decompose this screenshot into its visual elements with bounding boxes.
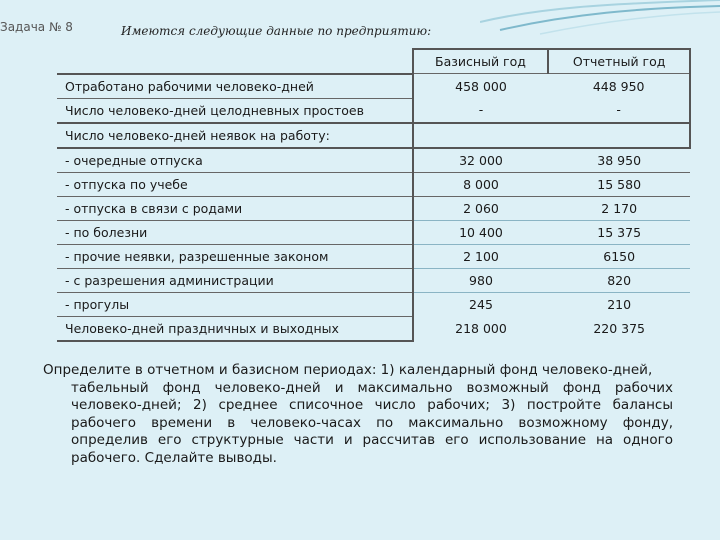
- table-row: [57, 196, 690, 220]
- table-row: [57, 123, 690, 148]
- task-question: [43, 362, 673, 467]
- table-row: [57, 268, 690, 292]
- header-empty: [57, 49, 413, 74]
- cell-base: 458 000: [455, 78, 507, 94]
- row-label: - отпуска в связи с родами: [57, 196, 413, 220]
- cell-report: 2 170: [548, 196, 690, 220]
- cell-base: 2 060: [413, 196, 549, 220]
- intro-text: Имеются следующие данные по предприятию:: [121, 24, 432, 38]
- cell-base: 245: [469, 296, 493, 312]
- header-report-year: Отчетный год: [548, 49, 690, 74]
- cell-report: -: [548, 98, 690, 123]
- cell-base: -: [413, 98, 549, 123]
- decorative-wave: [480, 0, 720, 40]
- cell-report: 220 375: [593, 320, 646, 336]
- cell-base: 218 000: [455, 320, 507, 336]
- question-first-line: Определите в отчетном и базисном периодах: 1) календарный фонд человеко-дней,: [43, 362, 653, 378]
- table-header-row: [57, 49, 690, 74]
- data-table: [57, 48, 691, 342]
- table-row: [57, 316, 690, 341]
- cell-base: 32 000: [413, 148, 549, 173]
- question-continuation: табельный фонд человеко-дней и максимально возможный фонд рабочих человеко-дней; 2) среднее списочное число рабочих; 3) постройте балансы рабочего времени в человеко-часах по максимально возможному фонду, определив его структурные части и рассчитав его использование на одного рабочего. Сделайте выводы.: [71, 379, 673, 466]
- table-row: [57, 98, 690, 123]
- cell-report: 15 375: [548, 220, 690, 244]
- cell-base: 8 000: [413, 172, 549, 196]
- cell-base: [413, 123, 549, 148]
- row-label: Отработано рабочими человеко-дней: [57, 74, 413, 99]
- row-label: Человеко-дней праздничных и выходных: [57, 316, 413, 341]
- row-label: - прочие неявки, разрешенные законом: [57, 244, 413, 268]
- cell-base: 10 400: [413, 220, 549, 244]
- row-label: Число человеко-дней целодневных простоев: [57, 98, 413, 123]
- table-row: [57, 148, 690, 173]
- row-label: - отпуска по учебе: [57, 172, 413, 196]
- table-row: [57, 172, 690, 196]
- cell-report: 15 580: [548, 172, 690, 196]
- row-label: - очередные отпуска: [57, 148, 413, 173]
- table-row: [57, 220, 690, 244]
- row-label: - с разрешения администрации: [57, 268, 413, 292]
- row-label: Число человеко-дней неявок на работу:: [57, 123, 413, 148]
- cell-report: 448 950: [548, 74, 690, 99]
- cell-base: 2 100: [413, 244, 549, 268]
- row-label: - по болезни: [57, 220, 413, 244]
- cell-base: 980: [413, 268, 549, 292]
- cell-report: 210: [607, 296, 632, 312]
- task-label: Задача № 8: [0, 20, 73, 34]
- cell-report: [548, 123, 690, 148]
- cell-report: 38 950: [548, 148, 690, 173]
- header-base-year: Базисный год: [413, 49, 549, 74]
- row-label: - прогулы: [57, 292, 413, 316]
- table-row: [57, 292, 690, 316]
- table-row: [57, 244, 690, 268]
- table-row: [57, 74, 690, 99]
- cell-report: 820: [548, 268, 690, 292]
- cell-report: 6150: [548, 244, 690, 268]
